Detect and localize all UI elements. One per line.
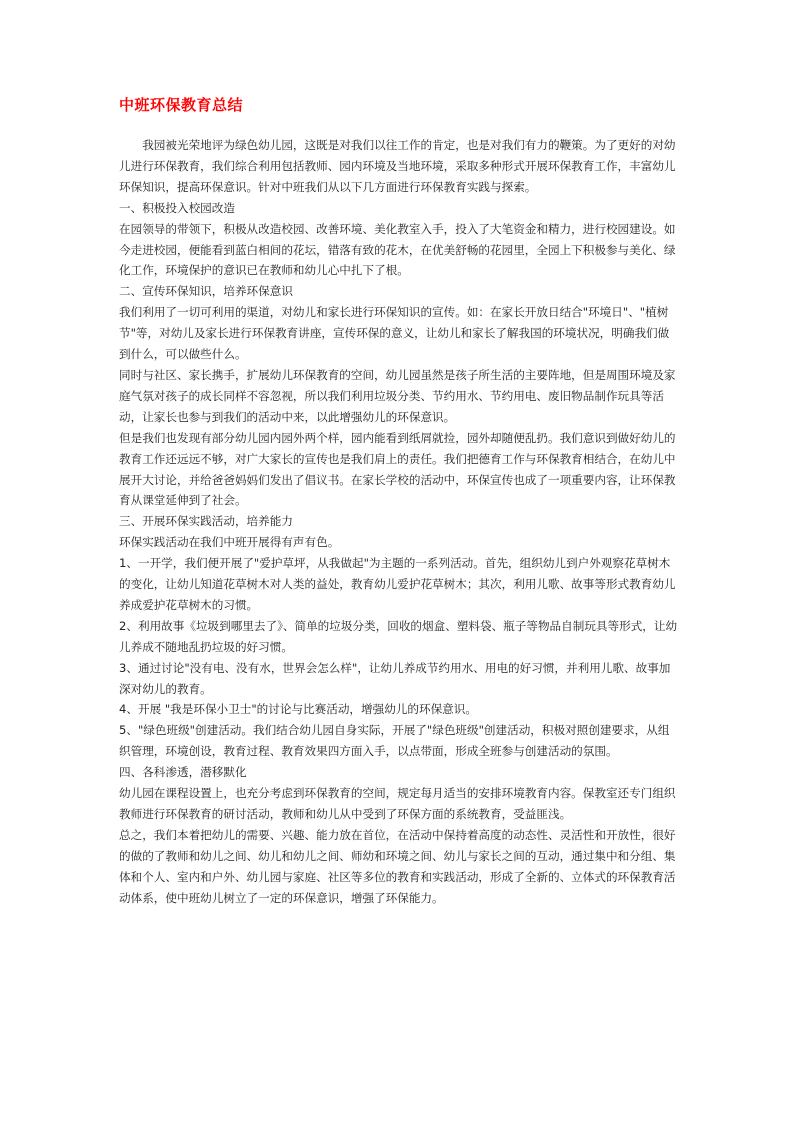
document-page [119,94,679,909]
list-item: 1、一开学，我们便开展了"爱护草坪，从我做起"为主题的一系列活动。首先，组织幼儿到户外观察花草树木的变化，让幼儿知道花草树木对人类的益处，教育幼儿爱护花草树木；其次，利用儿歌、故事等形式教育幼儿养成爱护花草树木的习惯。 [119,556,676,612]
list-item: 2、利用故事《垃圾到哪里去了》、简单的垃圾分类，回收的烟盒、塑料袋、瓶子等物品自制玩具等形式，让幼儿养成不随地乱扔垃圾的好习惯。 [119,618,678,654]
document-body [119,135,679,909]
section-heading-4: 四、各科渗透，潜移默化 [119,765,247,780]
list-item: 4、开展 "我是环保小卫士"的讨论与比赛活动，增强幼儿的环保意识。 [119,702,477,717]
body-paragraph: 同时与社区、家长携手，扩展幼儿环保教育的空间，幼儿园虽然是孩子所生活的主要阵地，但是周围环境及家庭气氛对孩子的成长同样不容忽视，所以我们利用垃圾分类、节约用水、节约用电、废旧物品制作玩具等活动，让家长也参与到我们的活动中来，以此增强幼儿的环保意识。 [119,367,676,424]
section-heading-3: 三、开展环保实践活动，培养能力 [119,514,293,529]
section-heading-1: 一、积极投入校园改造 [119,200,235,215]
list-item: 3、通过讨论"没有电、没有水，世界会怎么样"，让幼儿养成节约用水、用电的好习惯，并利用儿歌、故事加深对幼儿的教育。 [119,660,671,696]
body-paragraph: 我们利用了一切可利用的渠道，对幼儿和家长进行环保知识的宣传。如：在家长开放日结合"环境日"、"植树节"等，对幼儿及家长进行环保教育讲座，宣传环保的意义，让幼儿和家长了解我国的环境状况，明确我们做到什么，可以做些什么。 [119,305,670,362]
list-item: 5、"绿色班级"创建活动。我们结合幼儿园自身实际，开展了"绿色班级"创建活动，积极对照创建要求，从组织管理，环境创设，教育过程、教育效果四方面入手，以点带面，形成全班参与创建活动的氛围。 [119,723,670,759]
document-title: 中班环保教育总结 [119,96,244,114]
body-paragraph: 在园领导的带领下，积极从改造校园、改善环境、美化教室入手，投入了大笔资金和精力，进行校园建设。如今走进校园，便能看到蓝白相间的花坛，错落有致的花木，在优美舒畅的花园里，全园上下积极参与美化、绿化工作，环境保护的意识已在教师和幼儿心中扎下了根。 [119,221,676,278]
body-paragraph: 环保实践活动在我们中班开展得有声有色。 [119,535,340,550]
intro-paragraph: 我园被光荣地评为绿色幼儿园，这既是对我们以往工作的肯定，也是对我们有力的鞭策。为了更好的对幼儿进行环保教育，我们综合利用包括教师、园内环境及当地环境，采取多种形式开展环保教育工作，丰富幼儿环保知识，提高环保意识。针对中班我们从以下几方面进行环保教育实践与探索。 [119,138,676,194]
body-paragraph: 但是我们也发现有部分幼儿园内园外两个样，园内能看到纸屑就捡，园外却随便乱扔。我们意识到做好幼儿的教育工作还远远不够，对广大家长的宣传也是我们肩上的责任。我们把德育工作与环保教育相结合，在幼儿中展开大讨论，并给爸爸妈妈们发出了倡议书。在家长学校的活动中，环保宣传也成了一项重要内容，让环保教育从课堂延伸到了社会。 [119,430,676,508]
body-paragraph: 幼儿园在课程设置上，也充分考虑到环保教育的空间，规定每月适当的安排环境教育内容。保教室还专门组织教师进行环保教育的研讨活动，教师和幼儿从中受到了环保方面的系统教育，受益匪浅。 [119,786,676,821]
section-heading-2: 二、宣传环保知识，培养环保意识 [119,284,293,299]
conclusion-paragraph: 总之，我们本着把幼儿的需要、兴趣、能力放在首位，在活动中保持着高度的动态性、灵活性和开放性，很好的做的了教师和幼儿之间、幼儿和幼儿之间、师幼和环境之间、幼儿与家长之间的互动，通过集中和分组、集体和个人、室内和户外、幼儿园与家庭、社区等多位的教育和实践活动，形成了全新的、立体式的环保教育活动体系，使中班幼儿树立了一定的环保意识，增强了环保能力。 [119,827,676,905]
